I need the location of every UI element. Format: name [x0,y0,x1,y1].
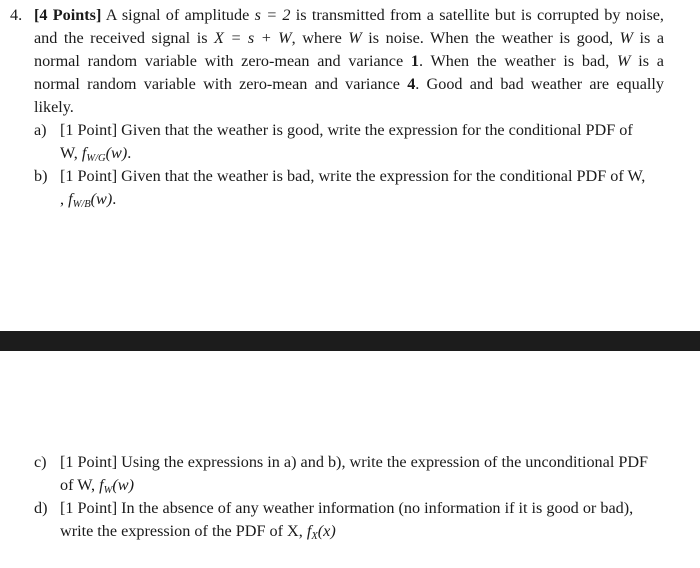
pdf-argument: (x) [317,522,336,540]
part-text: W, [60,144,82,162]
statement-text: is a [633,29,665,47]
amplitude-equation: s = 2 [254,6,291,24]
noise-symbol: W [617,52,631,70]
page-break-bar [0,331,700,351]
part-b-line-1: [1 Point] Given that the weather is bad, write the expression for the conditional PDF of W, [60,167,646,185]
statement-line-4 [34,73,664,96]
part-c-line-2 [60,474,664,499]
question-statement [34,4,664,119]
statement-text: normal random variable with zero-mean and variance [34,52,411,70]
statement-text: A signal of amplitude [101,6,255,24]
part-text: , [60,190,69,208]
statement-text: normal random variable with zero-mean and variance [34,75,408,93]
part-a-line-1: [1 Point] Given that the weather is good, write the expression for the conditional PDF of [60,121,633,139]
pdf-symbol: f [306,522,312,540]
question-number: 4. [10,6,23,24]
pdf-symbol: f [68,190,73,208]
pdf-symbol: f [81,144,87,162]
statement-text: . When the weather is bad, [418,52,618,70]
pdf-argument: (w) [90,190,113,208]
part-c [60,451,664,499]
received-signal-equation: X = s + W [214,29,292,47]
part-text: . [127,144,132,162]
statement-text: is transmitted from a satellite but is corrupted by noise, [290,6,664,24]
statement-line-1 [34,4,664,27]
pdf-argument: (w) [112,476,134,494]
noise-symbol: W [348,29,362,47]
statement-text: is a [630,52,664,70]
part-d-line-1: [1 Point] In the absence of any weather information (no information if it is good or bad), [60,499,634,517]
statement-text: . Good and bad weather are equally [415,75,664,93]
part-d-line-2 [60,520,664,545]
pdf-subscript: W/G [86,153,106,164]
variance-bad: 4 [407,75,416,93]
pdf-symbol: f [99,476,104,494]
part-c-label: c) [34,453,47,471]
noise-symbol: W [619,29,633,47]
part-a [60,119,664,167]
part-c-line-1: [1 Point] Using the expressions in a) and b), write the expression of the unconditional PDF [60,453,649,471]
part-d-label: d) [34,499,48,517]
pdf-subscript: W [103,485,113,496]
pdf-subscript: X [311,531,318,542]
part-text: . [112,190,117,208]
statement-text: is noise. When the weather is good, [361,29,620,47]
part-a-line-2 [60,142,664,167]
part-d [60,497,664,545]
pdf-argument: (w) [105,144,128,162]
statement-line-5: likely. [34,98,74,116]
statement-line-3 [34,50,664,73]
variance-good: 1 [410,52,419,70]
pdf-subscript: W/B [72,199,91,210]
part-b-line-2 [60,188,664,213]
part-b-label: b) [34,167,48,185]
part-a-label: a) [34,121,47,139]
statement-line-2 [34,27,664,50]
part-text: of W, [60,476,100,494]
statement-text: and the received signal is [34,29,215,47]
points-label: [4 Points] [34,6,102,24]
statement-text: , where [291,29,349,47]
part-b [60,165,664,213]
part-text: write the expression of the PDF of X, [60,522,307,540]
